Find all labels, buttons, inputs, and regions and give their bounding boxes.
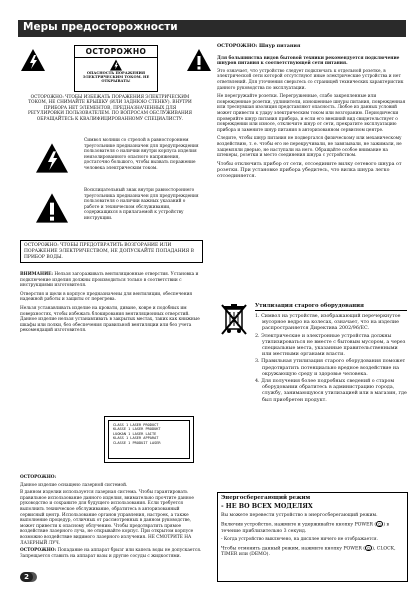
power-cord-p4: Чтобы отключить прибор от сети, отсоедините вилку сетевого шнура от розетки. При установке прибора убедитесь, что вилка шнура легко отсоединяется.: [217, 161, 402, 179]
attention-lead: ВНИМАНИЕ:: [20, 272, 53, 277]
laser-caution-3-text: Попадание на аппарат брызг или капель воды не допускается. Запрещается ставить на аппарат вазы и другие сосуды с жидкостями.: [20, 548, 202, 559]
power-cord-p3: Следите, чтобы шнур питания не подвергался физическому или механическому воздействию, т. е. чтобы его не перекручивали, не завязывали, не зажимали, не защемляли дверью, не наступали на него. Обращайте особое внимание на штекеры, розетки и место соединения шнура с устройством.: [217, 136, 402, 159]
attention-paragraph: [20, 272, 202, 289]
energy-subtitle: - НЕ ВО ВСЕХ МОДЕЛЯХ: [221, 503, 313, 510]
recycling-title: Утилизация старого оборудования: [255, 303, 364, 309]
lightning-triangle-icon: [20, 48, 46, 72]
caution-paragraph: ОСТОРОЖНО: ЧТОБЫ ИЗБЕЖАТЬ ПОРАЖЕНИЯ ЭЛЕКТРИЧЕСКИМ ТОКОМ, НЕ СНИМАЙТЕ КРЫШКУ (ИЛИ ЗАДНЮЮ СТЕНКУ). ВНУТРИ ПРИБОРА НЕТ ЭЛЕМЕНТОВ, ПРЕДНАЗНАЧЕННЫХ ДЛЯ РЕГУЛИРОВКИ ПОЛЬЗОВАТЕЛЕМ. ПО ВОПРОСАМ ОБСЛУЖИВАНИЯ ОБРАЩАЙТЕСЬ К КВАЛИФИЦИРОВАННОМУ СПЕЦИАЛИСТУ.: [28, 95, 192, 122]
caution-box-text: ОПАСНОСТЬ ПОРАЖЕНИЯ ЭЛЕКТРИЧЕСКИМ ТОКОМ. НЕ ОТКРЫВАТЬ!: [82, 71, 150, 84]
exclamation-triangle-icon: [34, 192, 70, 224]
laser-label-lines: [113, 423, 161, 445]
energy-body: [221, 513, 404, 558]
power-cord-section: [217, 44, 407, 180]
energy-line-2: [221, 521, 404, 535]
list-item: 2. Электрические и электронные устройства должны утилизироваться не вместе с бытовым мусором, а через специальные места, указанные правительственными или местными органами власти.: [255, 333, 406, 358]
laser-label-line: KLASSE 1 LASER PRODUKT: [113, 427, 161, 432]
symbol-explanation-exclamation: [20, 188, 202, 236]
page-title: Меры предосторожности: [23, 21, 178, 33]
laser-label-line: KLASS 1 LASER APPARAT: [113, 436, 159, 441]
laser-label-line: CLASSE 1 PRODUIT LASER: [113, 440, 161, 445]
energy-line-1: Вы можете перевести устройство в энергосберегающий режим.: [221, 513, 378, 518]
laser-section: [20, 475, 202, 559]
power-icon: ⏻: [367, 545, 371, 551]
laser-caution-title: ОСТОРОЖНО:: [20, 475, 57, 480]
symbol-text: Восклицательный знак внутри равностороннего треугольника предназначен для предупреждения пользователя о наличии важных указаний о работе и техническом обслуживании, содержащихся в прилагаемой к устройству инструкции.: [84, 188, 199, 221]
laser-label-line: LUOKAN 1 LASER LAITE: [113, 431, 157, 436]
recycling-list: [255, 314, 407, 405]
power-cord-p2: Не перегружайте розетки. Перегруженные, слабо закрепленные или поврежденные розетки, удлинители, изношенные шнуры питания, поврежденная или треснувшая изоляция представляют опасность. Любое из данных условий может привести к удару электрическим током или возгоранию. Периодически проверяйте шнур питания прибора, и если его внешний вид свидетельствует о повреждении или износе, отключите шнур от сети, прекратите эксплуатацию прибора и замените шнур питания в авторизованном сервисном центре.: [217, 94, 406, 133]
energy-line-2a: Включив устройство, нажмите и удерживайте кнопку POWER (: [221, 522, 377, 528]
energy-line-3: - Когда устройство выключено, на дисплее ничего не отображается.: [221, 536, 378, 542]
laser-class-label: [104, 416, 194, 463]
bed-paragraph: Нельзя устанавливать изделие на кровати, диване, ковре и подобных им поверхностях, чтобы избежать блокирования вентиляционных отверстий. Данное изделие нельзя устанавливать в закрытых местах, таких как книжные шкафы или полки, без обеспечения правильной вентиляции или без учета рекомендаций изготовителя.: [20, 305, 200, 334]
energy-line-4: [221, 545, 404, 559]
list-item: 4. Для получения более подробных сведений о старом оборудовании обратитесь в администрацию города, службу, занимающуюся утилизацией или в магазин, где был приобретен продукт.: [255, 379, 407, 403]
exclamation-triangle-icon: [186, 48, 212, 72]
recycling-divider: [255, 310, 407, 311]
list-item: 1. Символ на устройстве, изображающий перечеркнутое мусорное ведро на колесах, означает, что на изделие распространяется Директива 2002/96/EC.: [255, 314, 401, 332]
caution-box-title: ОСТОРОЖНО: [75, 46, 157, 58]
energy-saving-box: [217, 492, 408, 582]
power-icon: ⏻: [378, 522, 382, 527]
symbol-text: Символ молнии со стрелой в равностороннем треугольнике предназначен для предупреждения пользователя о наличии внутри корпуса изделия неизолированного опасного напряжения, достаточно большого, чтобы вызвать поражение человека электрическим током.: [84, 138, 199, 171]
page-number: 2: [20, 572, 33, 582]
laser-caution-1: Данное изделие оснащено лазерной системой.: [20, 482, 128, 488]
energy-line-2b: ) в течение приблизительно 3 секунд.: [221, 522, 390, 534]
lightning-triangle-icon: [109, 59, 123, 71]
lightning-triangle-icon: [34, 142, 70, 174]
energy-line-4a: Чтобы отменить данный режим, нажмите кнопку POWER (: [221, 546, 366, 551]
energy-title: Энергосберегающий режим: [221, 495, 311, 501]
laser-caution-3: [20, 548, 202, 559]
attention-text: Нельзя загораживать вентиляционные отверстия. Установка и подключение изделия должны производиться только в соответствии с инструкциями изготовителя.: [20, 272, 199, 289]
ventilation-section: [20, 272, 202, 334]
list-item: 3. Правильная утилизация старого оборудования поможет предотвратить потенциально вредное воздействие на окружающую среду и здоровье человека.: [255, 359, 406, 377]
laser-caution-3-lead: ОСТОРОЖНО:: [20, 548, 57, 554]
vent-paragraph: Отверстия и щели в корпусе предназначены для вентиляции, обеспечения надежной работы и защиты от перегрева.: [20, 291, 193, 303]
laser-caution-2: В данном изделии используется лазерная система. Чтобы гарантировать правильное использование данного изделия, внимательно прочтите данное руководство и сохраните для будущего использования. Если требуется выполнить техническое обслуживание, обратитесь в авторизованный сервисный центр. Использование органов управления, настроек, а также выполнение процедур, отличных от рассмотренных в данном руководстве, может привести к опасному облучению. Чтобы предотвратить прямое воздействие лазерного луча, не открывайте корпус. При открытом корпусе возможно воздействие видимого лазерного излучения. НЕ СМОТРИТЕ НА ЛАЗЕРНЫЙ ЛУЧ.: [20, 490, 194, 546]
power-cord-lead: Для большинства видов бытовой техники рекомендуется подключение шнуров питания к соответствующей сети питания.: [217, 55, 400, 67]
section-header: [18, 20, 406, 37]
caution-box: [74, 45, 158, 92]
crossed-bin-icon: [220, 303, 248, 337]
power-cord-title: ОСТОРОЖНО: Шнур питания: [217, 43, 301, 49]
energy-line-4b: ), CLOCK, TIMER или (DEMO).: [221, 546, 396, 557]
power-cord-p1: Это означает, что устройство следует подключать к отдельной розетке, в электрической сети которой отсутствуют иные электрические устройства и нет ответвлений. Для уточнения сверьтесь со страницей технических характеристик данного руководства по эксплуатации.: [217, 68, 404, 91]
laser-label-line: CLASS 1 LASER PRODUCT: [113, 423, 159, 427]
symbol-explanation-lightning: [20, 138, 202, 186]
water-warning-box: ОСТОРОЖНО: ЧТОБЫ ПРЕДОТВРАТИТЬ ВОЗГОРАНИЕ ИЛИ ПОРАЖЕНИЕ ЭЛЕКТРИЧЕСТВОМ, НЕ ДОПУСКАЙТЕ ПОПАДАНИЯ В ПРИБОР ВОДЫ.: [20, 240, 203, 263]
